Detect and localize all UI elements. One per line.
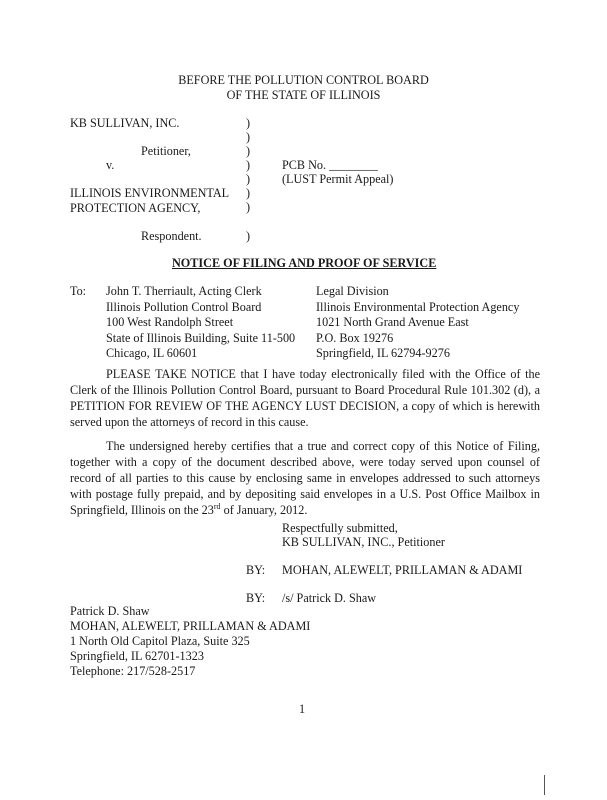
respectfully-submitted: Respectfully submitted,	[282, 521, 398, 535]
caption-bracket: )	[246, 116, 251, 130]
court-title-line-2: OF THE STATE OF ILLINOIS	[226, 88, 381, 102]
submitting-party: KB SULLIVAN, INC., Petitioner	[282, 535, 445, 549]
by-label: BY:	[246, 563, 266, 577]
electronic-signature: /s/ Patrick D. Shaw	[282, 591, 377, 605]
versus-label: v.	[106, 158, 115, 172]
caption-bracket: )	[246, 144, 251, 158]
recipient-line: 100 West Randolph Street	[106, 315, 234, 329]
attorney-city: Springfield, IL 62701-1323	[70, 649, 204, 663]
recipient-line: Springfield, IL 62794-9276	[316, 346, 450, 360]
recipient-line: Legal Division	[316, 284, 389, 298]
respondent-name-line-1: ILLINOIS ENVIRONMENTAL	[70, 186, 230, 200]
notice-paragraph-text: PLEASE TAKE NOTICE that I have today electronically filed with the Office of the Clerk of the Illinois Pollution Control Board, pursuant to Board Procedural Rule 101.302 (d), a PETITION FOR REVIEW OF THE AGENCY LUST DECISION, a copy of which is herewith served upon the attorneys of record in this cause.	[70, 367, 540, 429]
recipient-line: Illinois Environmental Protection Agency	[316, 299, 520, 314]
recipient-line: 1021 North Grand Avenue East	[316, 315, 469, 329]
notice-title: NOTICE OF FILING AND PROOF OF SERVICE	[172, 256, 437, 270]
attorney-name: Patrick D. Shaw	[70, 604, 150, 618]
certification-text: The undersigned hereby certifies that a true and correct copy of this Notice of Filing, together with a copy of the document described above, were today served upon counsel of record of all parties to this cause by enclosing same in envelopes addressed to such attorneys with postage fully prepaid, and by depositing said envelopes in a U.S. Post Office Mailbox in Springfield, Illinois on the 23	[70, 439, 540, 517]
notice-paragraph	[70, 366, 540, 430]
scan-edge-mark	[544, 775, 545, 795]
recipient-line: John T. Therriault, Acting Clerk	[106, 284, 262, 298]
appeal-type: (LUST Permit Appeal)	[282, 172, 394, 186]
attorney-firm: MOHAN, ALEWELT, PRILLAMAN & ADAMI	[70, 619, 311, 633]
recipient-line: State of Illinois Building, Suite 11-500	[106, 330, 296, 345]
attorney-phone: Telephone: 217/528-2517	[70, 664, 196, 678]
petitioner-role: Petitioner,	[141, 144, 191, 158]
respondent-role: Respondent.	[141, 229, 202, 243]
attorney-contact-block	[70, 604, 310, 679]
caption-bracket: )	[246, 172, 251, 186]
recipient-line: Illinois Pollution Control Board	[106, 299, 262, 314]
caption-bracket: )	[246, 229, 251, 243]
recipient-clerk-block	[106, 284, 295, 362]
respondent-name-line-2: PROTECTION AGENCY,	[70, 201, 201, 215]
caption-bracket: )	[246, 186, 251, 200]
caption-bracket: )	[246, 200, 251, 214]
attorney-address: 1 North Old Capitol Plaza, Suite 325	[70, 634, 250, 648]
by-label: BY:	[246, 591, 266, 605]
pcb-number: PCB No. ________	[282, 158, 378, 172]
caption-bracket: )	[246, 130, 251, 144]
recipient-line: P.O. Box 19276	[316, 330, 394, 345]
recipient-agency-block	[316, 284, 519, 362]
date-ordinal-suffix: rd	[213, 501, 221, 511]
page-number: 1	[299, 702, 306, 716]
law-firm-name: MOHAN, ALEWELT, PRILLAMAN & ADAMI	[282, 563, 523, 577]
court-title-line-1: BEFORE THE POLLUTION CONTROL BOARD	[178, 73, 429, 87]
caption-bracket: )	[246, 158, 251, 172]
certification-paragraph	[70, 438, 540, 518]
to-label: To:	[70, 284, 87, 298]
certification-date-text: of January, 2012.	[220, 503, 308, 517]
petitioner-name: KB SULLIVAN, INC.	[70, 116, 180, 130]
recipient-line: Chicago, IL 60601	[106, 346, 198, 360]
